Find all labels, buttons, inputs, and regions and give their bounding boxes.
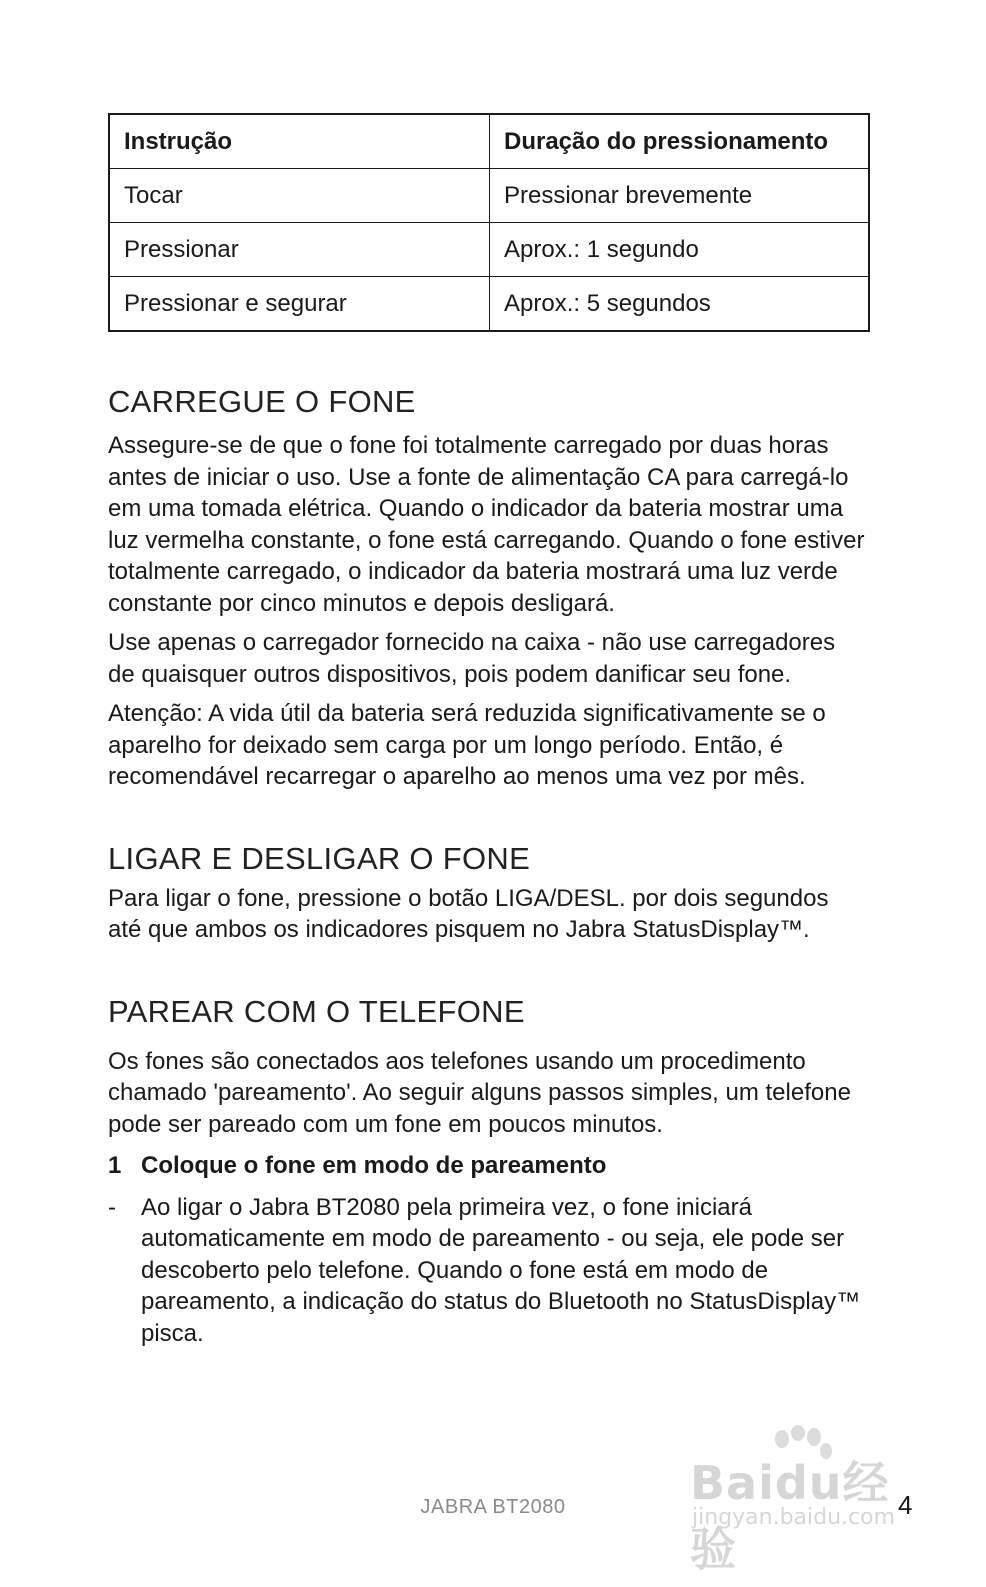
table-row	[109, 169, 869, 223]
paragraph: Use apenas o carregador fornecido na caixa - não use carregadores de quaisquer outros dispositivos, pois podem danificar seu fone.	[108, 629, 836, 688]
charge-section	[108, 384, 868, 793]
step-text: Coloque o fone em modo de pareamento	[141, 1152, 607, 1179]
page-content	[108, 113, 868, 1349]
page-number: 4	[898, 1490, 913, 1520]
paragraph: Atenção: A vida útil da bateria será reduzida significativamente se o aparelho for deixado sem carga por um longo período. Então, é recomendável recarregar o aparelho ao menos uma vez por mês.	[108, 700, 826, 790]
table-header-row	[109, 114, 869, 169]
list-item-text: Ao ligar o Jabra BT2080 pela primeira vez, o fone iniciará automaticamente em modo de pareamento - ou seja, ele pode ser descoberto pelo telefone. Quando o fone está em modo de pareamento, a indicação do status do Bluetooth no StatusDisplay™ pisca.	[141, 1193, 861, 1347]
step-number: 1	[108, 1152, 122, 1179]
watermark-logo: Baidu经验	[690, 1456, 890, 1576]
table-header-cell: Instrução	[109, 114, 490, 169]
table-row	[109, 277, 869, 332]
numbered-step	[108, 1150, 868, 1182]
bullet-dash: -	[108, 1193, 116, 1221]
paragraph: Assegure-se de que o fone foi totalmente carregado por duas horas antes de iniciar o uso. Use a fonte de alimentação CA para carregá-lo em uma tomada elétrica. Quando o indicador da bateria mostrar uma luz vermelha constante, o fone está carregando. Quando o fone estiver totalmente carregado, o indicador da bateria mostrará uma luz verde constante por cinco minutos e depois desligará.	[108, 432, 865, 617]
pair-section	[108, 994, 868, 1350]
power-section	[108, 841, 868, 946]
watermark-url: jingyan.baidu.com	[692, 1505, 896, 1530]
list-item	[108, 1192, 868, 1350]
table-cell: Aprox.: 5 segundos	[490, 277, 870, 332]
paragraph: Para ligar o fone, pressione o botão LIGA/DESL. por dois segundos até que ambos os indicadores pisquem no Jabra StatusDisplay™.	[108, 884, 829, 943]
section-title: PAREAR COM O TELEFONE	[108, 993, 525, 1029]
table-cell: Pressionar brevemente	[490, 169, 870, 223]
section-title: CARREGUE O FONE	[108, 384, 416, 419]
paragraph: Os fones são conectados aos telefones usando um procedimento chamado 'pareamento'. Ao seguir alguns passos simples, um telefone pode ser pareado com um fone em poucos minutos.	[108, 1047, 851, 1138]
table-row	[109, 223, 869, 277]
section-title: LIGAR E DESLIGAR O FONE	[108, 840, 531, 876]
table-header-cell: Duração do pressionamento	[490, 114, 870, 169]
instruction-table	[108, 113, 870, 332]
table-cell: Tocar	[109, 169, 490, 223]
footer-product: JABRA BT2080	[420, 1496, 566, 1518]
table-cell: Pressionar	[109, 223, 490, 277]
table-cell: Aprox.: 1 segundo	[490, 223, 870, 277]
table-cell: Pressionar e segurar	[109, 277, 490, 332]
